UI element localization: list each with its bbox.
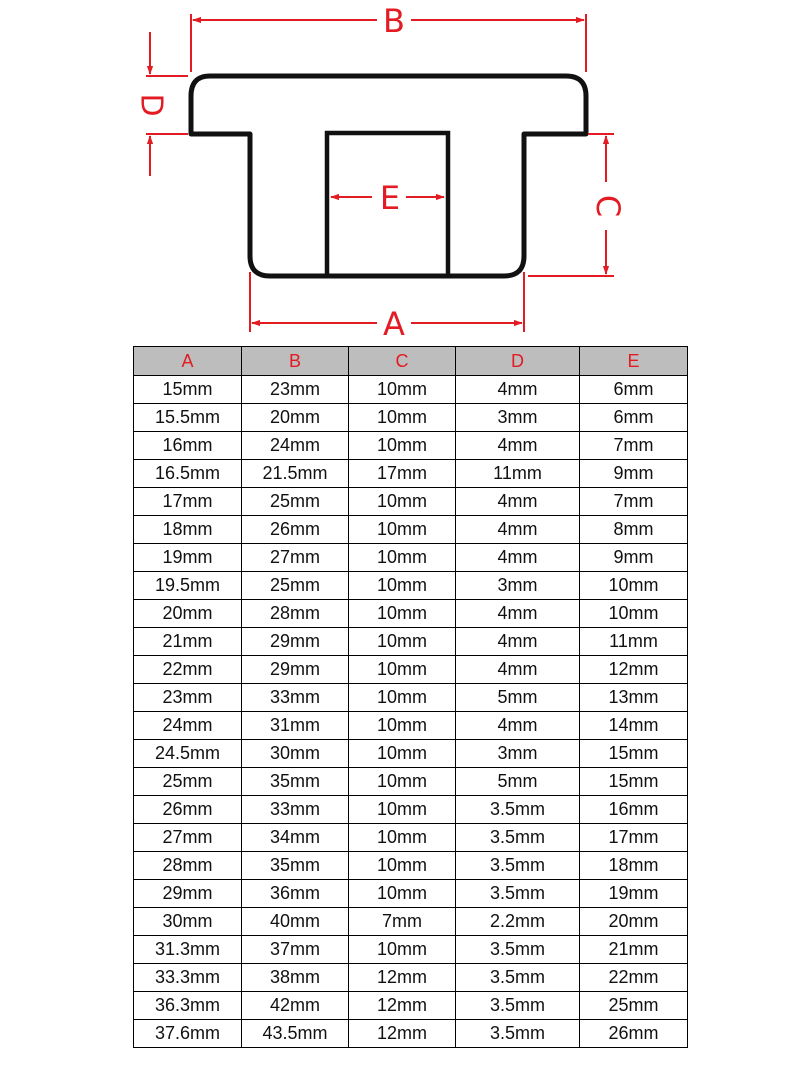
cell-e: 15mm xyxy=(580,740,688,768)
cell-a: 30mm xyxy=(134,908,242,936)
cell-b: 28mm xyxy=(242,600,349,628)
cell-e: 19mm xyxy=(580,880,688,908)
cell-d: 3.5mm xyxy=(456,824,580,852)
table-row xyxy=(134,488,688,516)
cell-e: 26mm xyxy=(580,1020,688,1048)
cell-b: 26mm xyxy=(242,516,349,544)
cell-d: 3.5mm xyxy=(456,936,580,964)
cell-e: 10mm xyxy=(580,600,688,628)
table-body xyxy=(134,376,688,1048)
cell-d: 4mm xyxy=(456,432,580,460)
cell-c: 10mm xyxy=(349,740,456,768)
table-header-row xyxy=(134,347,688,376)
cell-e: 6mm xyxy=(580,404,688,432)
label-e: E xyxy=(379,179,401,217)
cell-a: 19.5mm xyxy=(134,572,242,600)
cell-e: 16mm xyxy=(580,796,688,824)
table-row xyxy=(134,432,688,460)
size-table xyxy=(133,346,688,1048)
cell-e: 7mm xyxy=(580,432,688,460)
table-row xyxy=(134,768,688,796)
cell-e: 21mm xyxy=(580,936,688,964)
cell-c: 7mm xyxy=(349,908,456,936)
table-row xyxy=(134,852,688,880)
cell-a: 29mm xyxy=(134,880,242,908)
cell-c: 10mm xyxy=(349,656,456,684)
cell-e: 20mm xyxy=(580,908,688,936)
cell-c: 12mm xyxy=(349,992,456,1020)
cell-d: 3.5mm xyxy=(456,1020,580,1048)
cell-a: 36.3mm xyxy=(134,992,242,1020)
table-row xyxy=(134,600,688,628)
cell-c: 10mm xyxy=(349,936,456,964)
cell-a: 19mm xyxy=(134,544,242,572)
table-row xyxy=(134,1020,688,1048)
cell-a: 21mm xyxy=(134,628,242,656)
cell-d: 3.5mm xyxy=(456,964,580,992)
cell-b: 30mm xyxy=(242,740,349,768)
cell-e: 6mm xyxy=(580,376,688,404)
cell-b: 35mm xyxy=(242,768,349,796)
cell-d: 4mm xyxy=(456,516,580,544)
cell-d: 5mm xyxy=(456,684,580,712)
cell-c: 10mm xyxy=(349,824,456,852)
cell-b: 23mm xyxy=(242,376,349,404)
table-row xyxy=(134,880,688,908)
cell-c: 10mm xyxy=(349,628,456,656)
cell-b: 33mm xyxy=(242,684,349,712)
cell-c: 10mm xyxy=(349,600,456,628)
cell-a: 15.5mm xyxy=(134,404,242,432)
cell-c: 10mm xyxy=(349,544,456,572)
cell-a: 18mm xyxy=(134,516,242,544)
header-c: C xyxy=(349,347,456,376)
table-row xyxy=(134,460,688,488)
cell-b: 31mm xyxy=(242,712,349,740)
table-row xyxy=(134,964,688,992)
cell-d: 3.5mm xyxy=(456,852,580,880)
cell-c: 10mm xyxy=(349,432,456,460)
cell-a: 24mm xyxy=(134,712,242,740)
label-c: C xyxy=(589,194,627,218)
cell-a: 26mm xyxy=(134,796,242,824)
cell-a: 31.3mm xyxy=(134,936,242,964)
header-b: B xyxy=(242,347,349,376)
cell-c: 10mm xyxy=(349,796,456,824)
cell-c: 17mm xyxy=(349,460,456,488)
header-e: E xyxy=(580,347,688,376)
cell-d: 4mm xyxy=(456,628,580,656)
cell-d: 3.5mm xyxy=(456,796,580,824)
cell-d: 4mm xyxy=(456,656,580,684)
header-d: D xyxy=(456,347,580,376)
cell-e: 7mm xyxy=(580,488,688,516)
cell-c: 10mm xyxy=(349,768,456,796)
cell-b: 21.5mm xyxy=(242,460,349,488)
cell-a: 28mm xyxy=(134,852,242,880)
cell-d: 4mm xyxy=(456,600,580,628)
cell-b: 37mm xyxy=(242,936,349,964)
table-row xyxy=(134,404,688,432)
grommet-diagram xyxy=(0,0,800,345)
cell-a: 20mm xyxy=(134,600,242,628)
cell-e: 12mm xyxy=(580,656,688,684)
cell-d: 4mm xyxy=(456,376,580,404)
cell-c: 10mm xyxy=(349,572,456,600)
label-d: D xyxy=(133,93,169,117)
cell-b: 29mm xyxy=(242,628,349,656)
table-row xyxy=(134,684,688,712)
cell-e: 22mm xyxy=(580,964,688,992)
cell-e: 11mm xyxy=(580,628,688,656)
cell-c: 10mm xyxy=(349,880,456,908)
cell-a: 15mm xyxy=(134,376,242,404)
cell-a: 17mm xyxy=(134,488,242,516)
label-a: A xyxy=(383,305,405,343)
cell-c: 10mm xyxy=(349,488,456,516)
cell-c: 10mm xyxy=(349,404,456,432)
table-row xyxy=(134,992,688,1020)
table-row xyxy=(134,740,688,768)
table-row xyxy=(134,628,688,656)
cell-d: 4mm xyxy=(456,712,580,740)
cell-c: 10mm xyxy=(349,516,456,544)
cell-d: 2.2mm xyxy=(456,908,580,936)
cell-d: 4mm xyxy=(456,544,580,572)
label-b: B xyxy=(383,2,405,40)
cell-e: 18mm xyxy=(580,852,688,880)
cell-b: 25mm xyxy=(242,488,349,516)
grommet-outline xyxy=(191,76,586,276)
table-row xyxy=(134,544,688,572)
cell-b: 34mm xyxy=(242,824,349,852)
table-row xyxy=(134,376,688,404)
table-row xyxy=(134,712,688,740)
cell-b: 40mm xyxy=(242,908,349,936)
cell-a: 27mm xyxy=(134,824,242,852)
header-a: A xyxy=(134,347,242,376)
cell-e: 15mm xyxy=(580,768,688,796)
table-row xyxy=(134,516,688,544)
cell-c: 10mm xyxy=(349,712,456,740)
cell-c: 10mm xyxy=(349,684,456,712)
cell-d: 11mm xyxy=(456,460,580,488)
cell-c: 12mm xyxy=(349,964,456,992)
cell-e: 8mm xyxy=(580,516,688,544)
cell-a: 25mm xyxy=(134,768,242,796)
cell-e: 9mm xyxy=(580,544,688,572)
cell-b: 35mm xyxy=(242,852,349,880)
cell-b: 36mm xyxy=(242,880,349,908)
cell-b: 24mm xyxy=(242,432,349,460)
cell-b: 20mm xyxy=(242,404,349,432)
cell-b: 38mm xyxy=(242,964,349,992)
table-row xyxy=(134,936,688,964)
cell-a: 16mm xyxy=(134,432,242,460)
cell-b: 43.5mm xyxy=(242,1020,349,1048)
cell-a: 24.5mm xyxy=(134,740,242,768)
table-row xyxy=(134,796,688,824)
cell-e: 25mm xyxy=(580,992,688,1020)
cell-a: 22mm xyxy=(134,656,242,684)
cell-c: 12mm xyxy=(349,1020,456,1048)
cell-c: 10mm xyxy=(349,376,456,404)
cell-b: 25mm xyxy=(242,572,349,600)
cell-d: 3mm xyxy=(456,740,580,768)
table-row xyxy=(134,824,688,852)
cell-b: 29mm xyxy=(242,656,349,684)
cell-b: 42mm xyxy=(242,992,349,1020)
cell-d: 3.5mm xyxy=(456,992,580,1020)
cell-c: 10mm xyxy=(349,852,456,880)
cell-b: 27mm xyxy=(242,544,349,572)
table-row xyxy=(134,908,688,936)
cell-e: 17mm xyxy=(580,824,688,852)
cell-a: 23mm xyxy=(134,684,242,712)
cell-e: 9mm xyxy=(580,460,688,488)
cell-e: 14mm xyxy=(580,712,688,740)
cell-d: 3mm xyxy=(456,572,580,600)
cell-d: 3mm xyxy=(456,404,580,432)
cell-e: 10mm xyxy=(580,572,688,600)
cell-e: 13mm xyxy=(580,684,688,712)
cell-a: 16.5mm xyxy=(134,460,242,488)
cell-a: 33.3mm xyxy=(134,964,242,992)
cell-d: 5mm xyxy=(456,768,580,796)
cell-b: 33mm xyxy=(242,796,349,824)
table-row xyxy=(134,572,688,600)
cell-d: 3.5mm xyxy=(456,880,580,908)
cell-a: 37.6mm xyxy=(134,1020,242,1048)
cell-d: 4mm xyxy=(456,488,580,516)
table-row xyxy=(134,656,688,684)
